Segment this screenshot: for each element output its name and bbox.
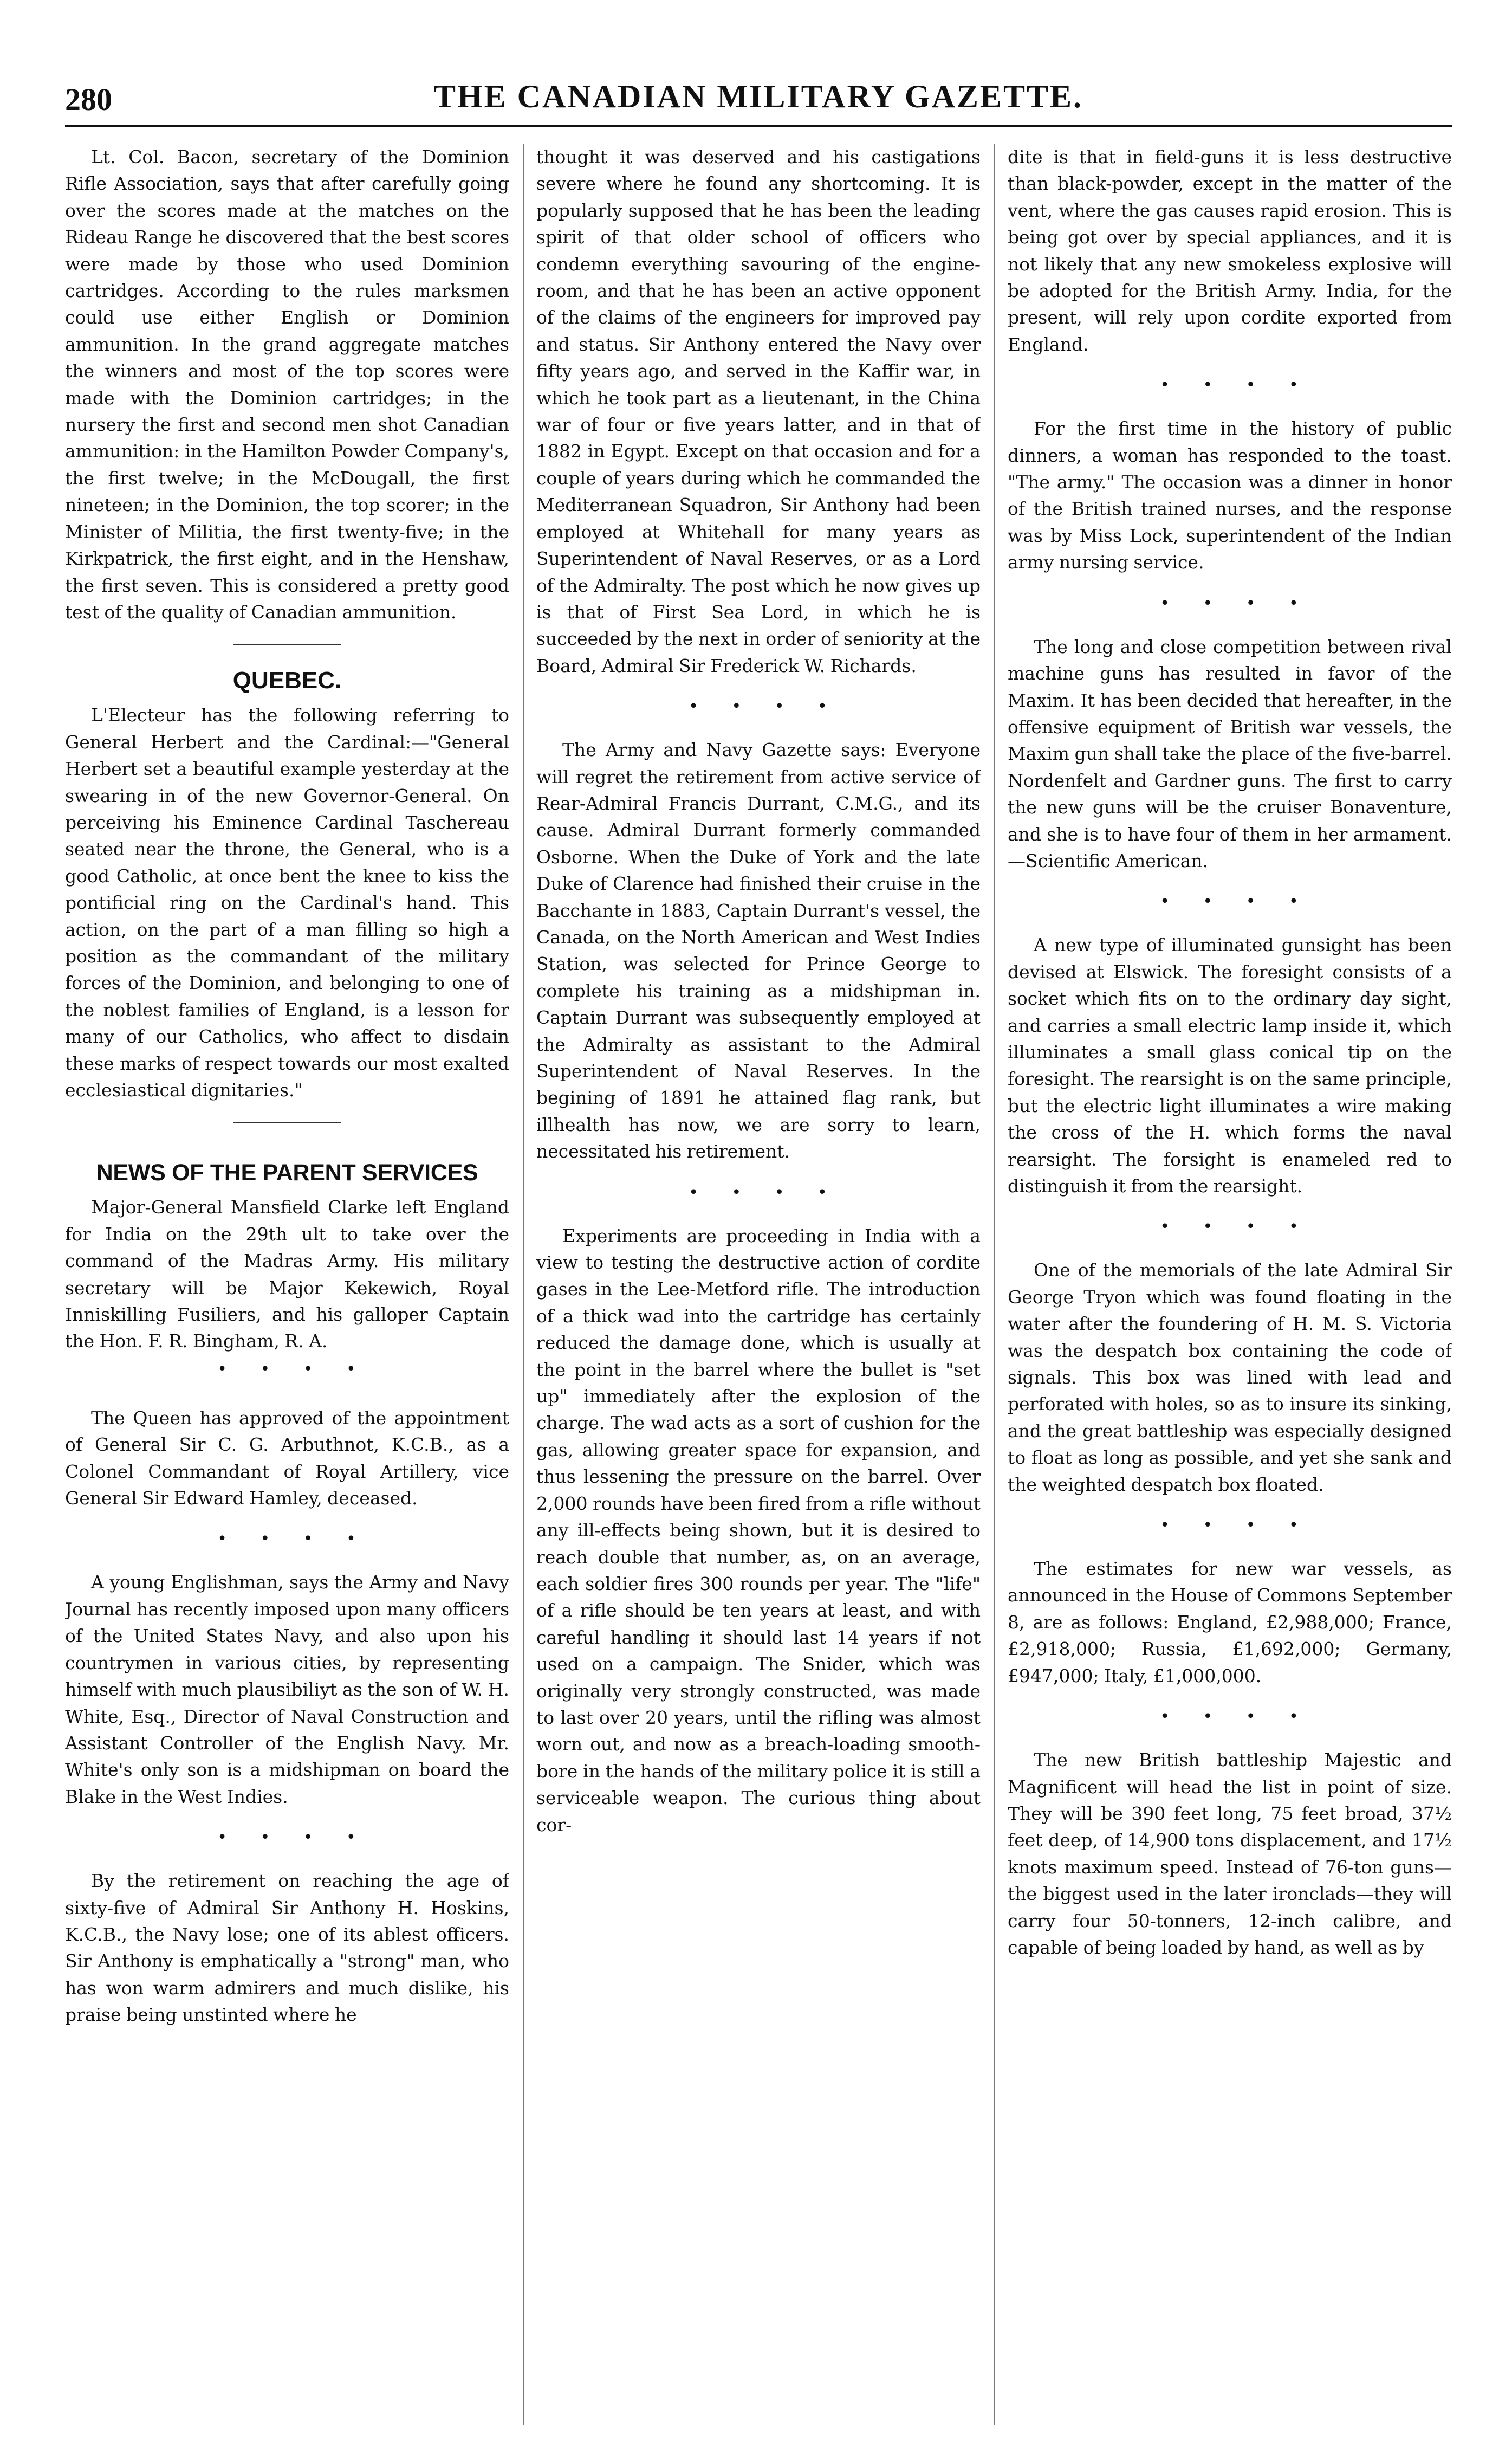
article-columns	[65, 144, 1452, 2425]
article-arbuthnot: The Queen has approved of the appointment of General Sir C. G. Arbuthnot, K.C.B., as a Colonel Commandant of Royal Artillery, vice General Sir Edward Hamley, deceased.	[65, 1407, 509, 1509]
section-rule	[233, 1122, 341, 1123]
separator-dots: • • • •	[1160, 892, 1313, 912]
masthead-title: THE CANADIAN MILITARY GAZETTE.	[433, 79, 1083, 114]
article-hoskins-continued: thought it was deserved and his castigations severe where he found any shortcoming. It is popularly supposed that he has been the leading spirit of that older school of officers who condemn everything savouring of the engine-room, and that he has been an active opponent of the claims of the engineers for improved pay and status. Sir Anthony entered the Navy over fifty years ago, and served in the Kaffir war, in which he took part as a lieutenant, in the China war of four or five years latter, and in that of 1882 in Egypt. Except on that occasion and for a couple of years during which he commanded the Mediterranean Squadron, Sir Anthony had been employed at Whitehall for many years as Superintendent of Naval Reserves, or as a Lord of the Admiralty. The post which he now gives up is that of First Sea Lord, in which he is succeeded by the next in order of seniority at the Board, Admiral Sir Frederick W. Richards.	[536, 146, 981, 676]
separator-dots: • • • •	[1160, 1217, 1313, 1237]
article-gunsight: A new type of illuminated gunsight has been devised at Elswick. The foresight consists of a socket which fits on to the ordinary day sight, and carries a small electric lamp inside it, which illuminates a small glass conical tip on the foresight. The rearsight is on the same principle, but the electric light illuminates a wire making the cross of the H. which forms the naval rearsight. The forsight is enameled red to distinguish it from the rearsight.	[1008, 934, 1452, 1197]
article-hoskins: By the retirement on reaching the age of sixty-five of Admiral Sir Anthony H. Hoskins, K.C.B., the Navy lose; one of its ablest officers. Sir Anthony is emphatically a "strong" man, who has won warm admirers and much dislike, his praise being unstinted where he	[65, 1870, 509, 2026]
article-young-englishman: A young Englishman, says the Army and Navy Journal has recently imposed upon many officers of the United States Navy, and also upon his countrymen in various cities, by representing himself with much plausibiliyt as the son of W. H. White, Esq., Director of Naval Construction and Assistant Controller of the English Navy. Mr. White's only son is a midshipman on board the Blake in the West Indies.	[65, 1572, 509, 1807]
article-maxim-gun: The long and close competition between rival machine guns has resulted in favor of the Maxim. It has been decided that hereafter, in the offensive equipment of British war vessels, the Maxim gun shall take the place of the five-barrel. Nordenfelt and Gardner guns. The first to carry the new guns will be the cruiser Bonaventure, and she is to have four of them in her armament.—Scientific American.	[1008, 636, 1452, 871]
article-cordite: Experiments are proceeding in India with a view to testing the destructive action of cordite gases in the Lee-Metford rifle. The introduction of a thick wad into the cartridge has certainly reduced the damage done, which is usually at the point in the barrel where the bullet is "set up" immediately after the explosion of the charge. The wad acts as a sort of cushion for the gas, allowing greater space for expansion, and thus lessening the pressure on the barrel. Over 2,000 rounds have been fired from a rifle without any ill-effects being shown, but it is desired to reach double that number, as, on an average, each soldier fires 300 rounds per year. The "life" of a rifle should be ten years at least, and with careful handling it should last 14 years if not used on a campaign. The Snider, which was originally very strongly constructed, was made to last over 20 years, until the rifling was almost worn out, and now as a breach-loading smooth-bore in the hands of the military police it is still a serviceable weapon. The curious thing about cor-	[536, 1225, 981, 1835]
column-2	[536, 144, 981, 2425]
separator-dots: • • • •	[689, 697, 841, 716]
separator-dots: • • • •	[1160, 593, 1313, 613]
article-rifle-association: Lt. Col. Bacon, secretary of the Dominion Rifle Association, says that after carefully going over the scores made at the matches on the Rideau Range he discovered that the best scores were made by those who used Dominion cartridges. According to the rules marksmen could use either English or Dominion ammunition. In the grand aggregate matches the winners and most of the top scores were made with the Dominion cartridges; in the nursery the first and second men shot Canadian ammunition: in the Hamilton Powder Company's, the first twelve; in the McDougall, the first nineteen; in the Dominion, the top scorer; in the Minister of Militia, the first twenty-five; in the Kirkpatrick, the first eight, and in the Henshaw, the first seven. This is considered a pretty good test of the quality of Canadian ammunition.	[65, 146, 509, 623]
separator-dots: • • • •	[1160, 1707, 1313, 1727]
separator-dots: • • • •	[1160, 1516, 1313, 1535]
page-header	[65, 70, 1452, 127]
column-3	[1008, 144, 1452, 2425]
article-tryon: One of the memorials of the late Admiral Sir George Tryon which was found floating in the water after the foundering of H. M. S. Victoria was the despatch box containing the code of signals. This box was lined with lead and perforated with holes, so as to insure its sinking, and the great battleship was especially designed to float as long as possible, and yet she sank and the weighted despatch box floated.	[1008, 1259, 1452, 1495]
column-divider	[523, 144, 524, 2425]
separator-dots: • • • •	[1160, 376, 1313, 395]
article-quebec: L'Electeur has the following referring to General Herbert and the Cardinal:—"General Herbert set a beautiful example yesterday at the swearing in of the new Governor-General. On perceiving his Eminence Cardinal Taschereau seated near the throne, the General, who is a good Catholic, at once bent the knee to kiss the pontificial ring on the Cardinal's hand. This action, on the part of a man filling so high a position as the commandant of the military forces of the Dominion, and belonging to one of the noblest families of England, is a lesson for many of our Catholics, who affect to disdain these marks of respect towards our most exalted ecclesiastical dignitaries."	[65, 704, 509, 1101]
separator-dots: • • • •	[689, 1182, 841, 1202]
section-rule	[233, 644, 341, 645]
column-divider	[994, 144, 995, 2425]
separator-dots: • • • •	[217, 1359, 370, 1379]
separator-dots: • • • •	[217, 1828, 370, 1847]
article-cordite-continued: dite is that in field-guns it is less destructive than black-powder, except in the matter of the vent, where the gas causes rapid erosion. This is being got over by special appliances, and it is not likely that any new smokeless explosive will be adopted for the British Army. India, for the present, will rely upon cordite exported from England.	[1008, 146, 1452, 355]
article-estimates: The estimates for new war vessels, as announced in the House of Commons September 8, are as follows: England, £2,988,000; France, £2,918,000; Russia, £1,692,000; Germany, £947,000; Italy, £1,000,000.	[1008, 1558, 1452, 1686]
article-mansfield-clarke: Major-General Mansfield Clarke left England for India on the 29th ult to take over the command of the Madras Army. His military secretary will be Major Kekewich, Royal Inniskilling Fusiliers, and his galloper Captain the Hon. F. R. Bingham, R. A.	[65, 1197, 509, 1352]
page-number: 280	[65, 82, 112, 117]
heading-news-parent-services: NEWS OF THE PARENT SERVICES	[96, 1160, 478, 1186]
article-durrant: The Army and Navy Gazette says: Everyone will regret the retirement from active service of Rear-Admiral Francis Durrant, C.M.G., and its cause. Admiral Durrant formerly commanded Osborne. When the Duke of York and the late Duke of Clarence had finished their cruise in the Bacchante in 1883, Captain Durrant's vessel, the Canada, on the North American and West Indies Station, was selected for Prince George to complete his training as a midshipman in. Captain Durrant was subsequently employed at the Admiralty as assistant to the Admiral Superintendent of Naval Reserves. In the begining of 1891 he attained flag rank, but illhealth has now, we are sorry to learn, necessitated his retirement.	[536, 739, 981, 1162]
separator-dots: • • • •	[217, 1529, 370, 1549]
column-1	[65, 144, 509, 2425]
heading-quebec: QUEBEC.	[232, 667, 342, 694]
article-nurses-toast: For the first time in the history of public dinners, a woman has responded to the toast. "The army." The occasion was a dinner in honor of the British trained nurses, and the response was by Miss Lock, superintendent of the Indian army nursing service.	[1008, 418, 1452, 573]
article-majestic: The new British battleship Majestic and Magnificent will head the list in point of size. They will be 390 feet long, 75 feet broad, 37½ feet deep, of 14,900 tons displacement, and 17½ knots maximum speed. Instead of 76-ton guns—the biggest used in the later ironclads—they will carry four 50-tonners, 12-inch calibre, and capable of being loaded by hand, as well as by	[1008, 1749, 1452, 1958]
